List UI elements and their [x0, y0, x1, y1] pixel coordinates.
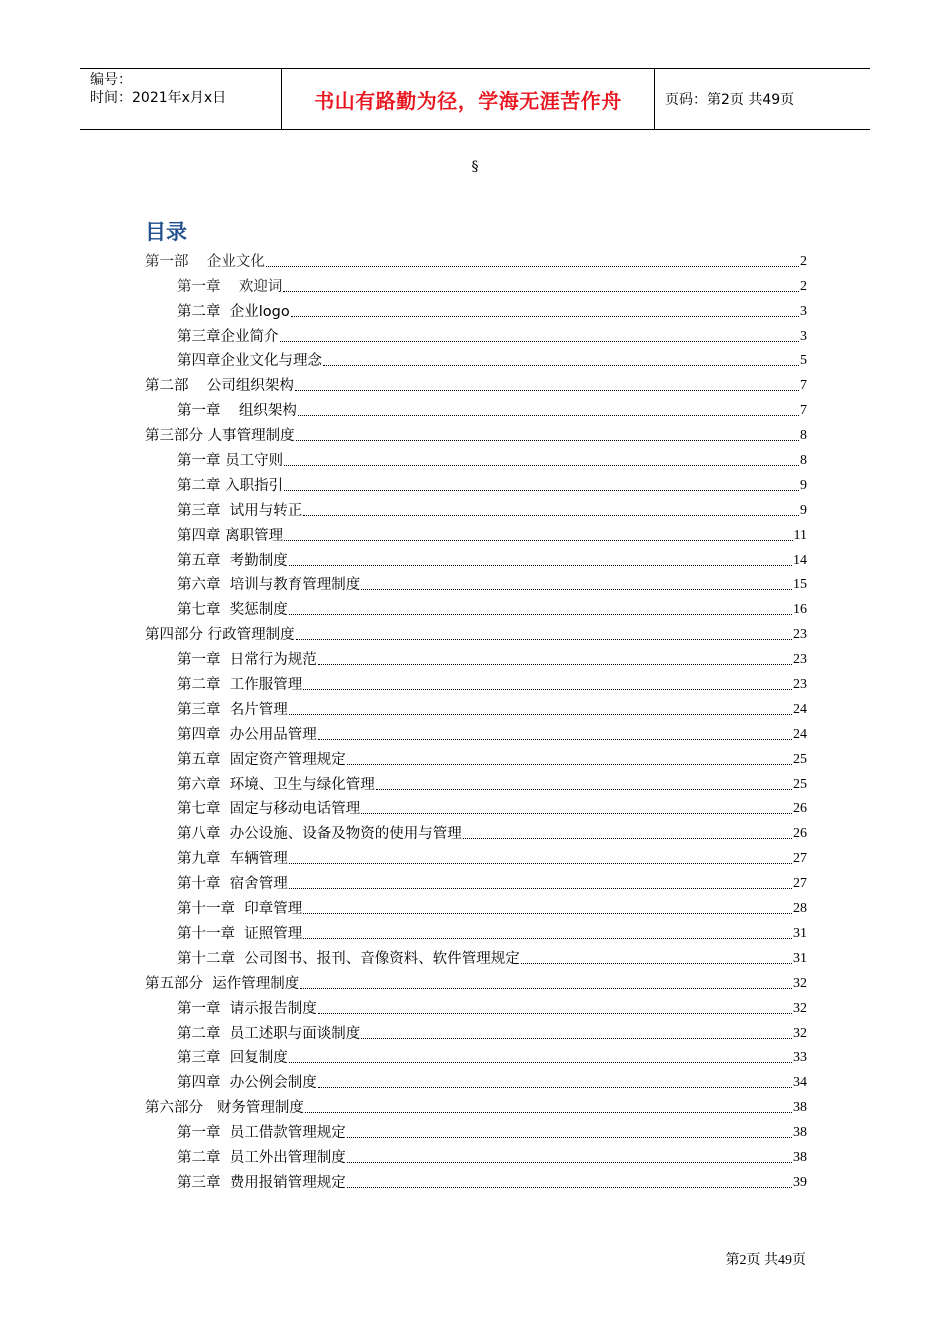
toc-entry-page: 16	[793, 602, 807, 618]
toc-leader-dots	[347, 1137, 792, 1138]
toc-entry-title: 第五章 固定资产管理规定	[177, 751, 346, 768]
toc-entry-title: 第一章 请示报告制度	[177, 1000, 317, 1017]
toc-leader-dots	[318, 664, 792, 665]
toc-entry-page: 38	[793, 1149, 807, 1165]
toc-entry[interactable]	[145, 246, 807, 271]
toc-leader-dots	[303, 689, 792, 690]
toc-entry-title: 第三章企业简介	[177, 328, 279, 345]
toc-entry[interactable]	[145, 943, 807, 968]
toc-entry-page: 32	[793, 1000, 807, 1016]
toc-leader-dots	[280, 341, 800, 342]
toc-entry-title: 第四章 办公例会制度	[177, 1075, 317, 1092]
toc-entry-page: 9	[800, 477, 807, 493]
toc-leader-dots	[296, 639, 792, 640]
toc-entry-page: 2	[800, 253, 807, 269]
toc-entry-page: 24	[793, 701, 807, 717]
toc-entry-title: 第二章 企业logo	[177, 303, 290, 320]
toc-leader-dots	[296, 440, 799, 441]
toc-entry-title: 第六章 环境、卫生与绿化管理	[177, 776, 375, 793]
toc-entry[interactable]	[145, 271, 807, 296]
toc-entry-page: 15	[793, 577, 807, 593]
toc-entry[interactable]	[145, 470, 807, 495]
toc-entry-page: 11	[793, 527, 807, 543]
toc-leader-dots	[298, 415, 799, 416]
toc-leader-dots	[376, 789, 792, 790]
toc-entry-title: 第一章 组织架构	[177, 403, 297, 420]
toc-entry[interactable]	[145, 694, 807, 719]
toc-leader-dots	[284, 540, 792, 541]
toc-leader-dots	[318, 739, 792, 740]
toc-leader-dots	[463, 838, 792, 839]
toc-entry-page: 5	[800, 353, 807, 369]
toc-entry-page: 9	[800, 502, 807, 518]
toc-entry-title: 第三章 试用与转正	[177, 502, 303, 519]
toc-entry[interactable]	[145, 818, 807, 843]
toc-entry-title: 第二章 工作服管理	[177, 677, 303, 694]
toc-entry-page: 25	[793, 776, 807, 792]
toc-entry-page: 26	[793, 801, 807, 817]
toc-leader-dots	[361, 1038, 792, 1039]
toc-leader-dots	[300, 988, 792, 989]
toc-leader-dots	[318, 1013, 792, 1014]
toc-entry[interactable]	[145, 346, 807, 371]
toc-leader-dots	[284, 490, 799, 491]
toc-entry-page: 8	[800, 453, 807, 469]
toc-entry[interactable]	[145, 1067, 807, 1092]
toc-leader-dots	[289, 1062, 792, 1063]
toc-entry[interactable]	[145, 1142, 807, 1167]
toc-entry[interactable]	[145, 570, 807, 595]
toc-leader-dots	[318, 1087, 792, 1088]
toc-leader-dots	[521, 963, 792, 964]
toc-entry-title: 第三章 回复制度	[177, 1050, 288, 1067]
toc-leader-dots	[289, 863, 792, 864]
toc-entry-page: 25	[793, 751, 807, 767]
toc-entry-page: 23	[793, 677, 807, 693]
toc-entry-page: 31	[793, 925, 807, 941]
toc-entry-page: 7	[800, 378, 807, 394]
toc-leader-dots	[289, 565, 792, 566]
toc-entry-page: 3	[800, 303, 807, 319]
toc-entry[interactable]	[145, 495, 807, 520]
toc-entry-title: 第四章企业文化与理念	[177, 353, 322, 370]
toc-entry-page: 26	[793, 826, 807, 842]
toc-entry-page: 32	[793, 975, 807, 991]
toc-entry[interactable]	[145, 619, 807, 644]
toc-entry[interactable]	[145, 1117, 807, 1142]
toc-leader-dots	[283, 291, 799, 292]
toc-entry-page: 23	[793, 652, 807, 668]
toc-entry-title: 第八章 办公设施、设备及物资的使用与管理	[177, 826, 462, 843]
toc-entry-title: 第九章 车辆管理	[177, 851, 288, 868]
header-page-info: 页码：第2页 共49页	[665, 92, 795, 108]
toc-entry[interactable]	[145, 395, 807, 420]
toc-entry-page: 38	[793, 1100, 807, 1116]
toc-entry-title: 第十二章 公司图书、报刊、音像资料、软件管理规定	[177, 950, 520, 967]
toc-entry-page: 2	[800, 278, 807, 294]
toc-entry[interactable]	[145, 669, 807, 694]
toc-entry-page: 28	[793, 901, 807, 917]
time-label: 时间：2021年x月x日	[90, 90, 227, 106]
toc-entry-title: 第十章 宿舍管理	[177, 876, 288, 893]
toc-entry-title: 第二章 员工外出管理制度	[177, 1149, 346, 1166]
toc-entry[interactable]	[145, 296, 807, 321]
toc-entry[interactable]	[145, 968, 807, 993]
toc-leader-dots	[303, 515, 799, 516]
toc-entry[interactable]	[145, 993, 807, 1018]
toc-entry-page: 8	[800, 428, 807, 444]
toc-entry-page: 31	[793, 950, 807, 966]
number-label: 编号：	[90, 72, 132, 88]
toc-leader-dots	[347, 1187, 792, 1188]
header-motto: 书山有路勤为径，学海无涯苦作舟	[282, 69, 655, 129]
toc-entry-page: 39	[793, 1174, 807, 1190]
toc-entry-title: 第七章 固定与移动电话管理	[177, 801, 361, 818]
toc-leader-dots	[305, 1112, 792, 1113]
toc-leader-dots	[303, 938, 792, 939]
toc-entry-title: 第一章 日常行为规范	[177, 652, 317, 669]
toc-entry[interactable]	[145, 545, 807, 570]
toc-entry[interactable]	[145, 1018, 807, 1043]
toc-entry[interactable]	[145, 594, 807, 619]
toc-entry-title: 第三部分 人事管理制度	[145, 428, 295, 445]
toc-entry-page: 24	[793, 726, 807, 742]
toc-entry-title: 第三章 费用报销管理规定	[177, 1174, 346, 1191]
toc-leader-dots	[266, 266, 799, 267]
header-meta	[80, 69, 282, 129]
toc-entry-title: 第六章 培训与教育管理制度	[177, 577, 361, 594]
toc-entry-page: 33	[793, 1050, 807, 1066]
toc-entry-title: 第十一章 证照管理	[177, 925, 303, 942]
section-mark: §	[471, 159, 479, 175]
toc-entry-title: 第六部分 财务管理制度	[145, 1100, 304, 1117]
toc-entry-title: 第一章 欢迎词	[177, 278, 283, 295]
toc-entry[interactable]	[145, 843, 807, 868]
toc-entry[interactable]	[145, 794, 807, 819]
toc-entry[interactable]	[145, 1043, 807, 1068]
toc-entry[interactable]	[145, 918, 807, 943]
toc-entry-title: 第二部 公司组织架构	[145, 378, 294, 395]
toc-entry[interactable]	[145, 520, 807, 545]
toc-entry-title: 第四章 办公用品管理	[177, 726, 317, 743]
toc-entry[interactable]	[145, 719, 807, 744]
toc-entry-title: 第三章 名片管理	[177, 701, 288, 718]
toc-leader-dots	[347, 764, 792, 765]
toc-entry-page: 38	[793, 1125, 807, 1141]
toc-entry-title: 第四部分 行政管理制度	[145, 627, 295, 644]
toc-entry-page: 23	[793, 627, 807, 643]
toc-leader-dots	[347, 1162, 792, 1163]
toc-entry-title: 第二章 入职指引	[177, 477, 284, 494]
toc-entry[interactable]	[145, 1167, 807, 1192]
toc-entry-title: 第四章 离职管理	[177, 527, 284, 544]
toc-entry[interactable]	[145, 644, 807, 669]
toc-leader-dots	[323, 365, 799, 366]
toc-entry[interactable]	[145, 370, 807, 395]
toc-leader-dots	[289, 614, 792, 615]
toc-entry-page: 27	[793, 876, 807, 892]
toc-entry-title: 第五章 考勤制度	[177, 552, 288, 569]
toc-entry-title: 第一章 员工借款管理规定	[177, 1125, 346, 1142]
toc-entry[interactable]	[145, 744, 807, 769]
toc-title: 目录	[145, 220, 187, 244]
toc-entry-title: 第一部 企业文化	[145, 253, 265, 270]
toc-entry[interactable]	[145, 445, 807, 470]
toc-leader-dots	[361, 589, 792, 590]
toc-entry-page: 7	[800, 403, 807, 419]
toc-leader-dots	[295, 390, 799, 391]
toc-leader-dots	[284, 465, 799, 466]
toc-entry-title: 第十一章 印章管理	[177, 901, 303, 918]
toc-entry[interactable]	[145, 769, 807, 794]
toc-entry[interactable]	[145, 893, 807, 918]
toc-entry-title: 第五部分 运作管理制度	[145, 975, 300, 992]
toc-entry-page: 27	[793, 851, 807, 867]
toc-leader-dots	[291, 316, 799, 317]
toc-entry-page: 14	[793, 552, 807, 568]
toc-entry-title: 第二章 员工述职与面谈制度	[177, 1025, 361, 1042]
page-footer: 第2页 共49页	[725, 1253, 806, 1268]
toc-entry-title: 第七章 奖惩制度	[177, 602, 288, 619]
toc-leader-dots	[289, 714, 792, 715]
page-header	[80, 68, 870, 130]
toc-leader-dots	[361, 813, 792, 814]
toc-entry[interactable]	[145, 321, 807, 346]
toc-entry-page: 34	[793, 1075, 807, 1091]
toc-entry-title: 第一章 员工守则	[177, 453, 284, 470]
toc-entry[interactable]	[145, 1092, 807, 1117]
toc-entry[interactable]	[145, 420, 807, 445]
toc-leader-dots	[289, 888, 792, 889]
toc-leader-dots	[303, 913, 792, 914]
table-of-contents	[145, 246, 807, 1192]
toc-entry-page: 3	[800, 328, 807, 344]
toc-entry-page: 32	[793, 1025, 807, 1041]
toc-entry[interactable]	[145, 868, 807, 893]
